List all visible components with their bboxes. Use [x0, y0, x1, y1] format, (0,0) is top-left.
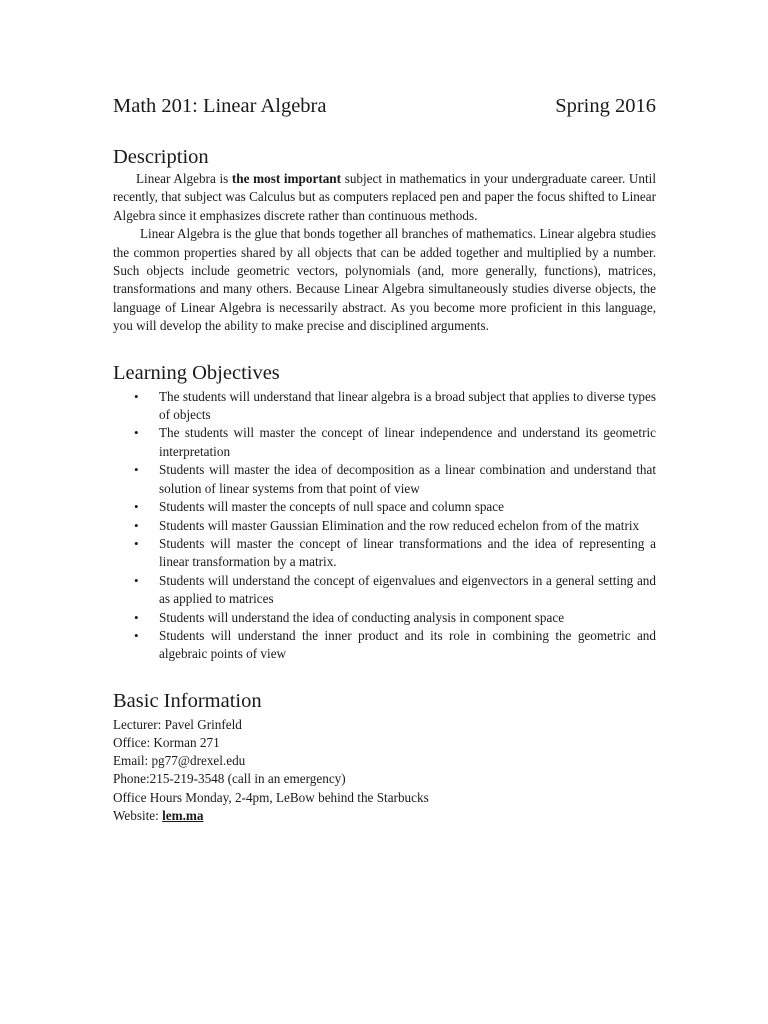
- basic-info-lines: [113, 716, 656, 825]
- basic-info-heading: Basic Information: [113, 689, 262, 712]
- list-item: [113, 517, 656, 535]
- description-paragraph-2: Linear Algebra is the glue that bonds together all branches of mathematics. Linear algebra studies the common properties shared by all objects that can be added together and multiplied by a number. Such objects include geometric vectors, polynomials (and, more generally, functions), matrices, transformations and many others. Because Linear Algebra simultaneously studies diverse objects, the language of Linear Algebra is necessarily abstract. As you become more proficient in this language, you will develop the ability to make precise and disciplined arguments.: [113, 226, 656, 334]
- objectives-list: [113, 388, 656, 664]
- list-item: [113, 498, 656, 516]
- term-label: Spring 2016: [555, 95, 656, 117]
- description-heading: Description: [113, 146, 209, 168]
- bullet-icon: •: [134, 627, 139, 643]
- phone-line: Phone:215-219-3548 (call in an emergency): [113, 771, 346, 787]
- objective-text: Students will understand the inner product and its role in combining the geometric and algebraic points of view: [159, 627, 656, 662]
- description-paragraph-1: [113, 170, 656, 225]
- bullet-icon: •: [134, 388, 139, 404]
- bullet-icon: •: [134, 462, 139, 478]
- list-item: [113, 627, 656, 664]
- list-item: [113, 535, 656, 572]
- list-item: [113, 609, 656, 627]
- objective-text: The students will understand that linear algebra is a broad subject that applies to diverse types of objects: [159, 388, 656, 423]
- bullet-icon: •: [134, 517, 139, 533]
- office-line: Office: Korman 271: [113, 734, 220, 750]
- course-title: Math 201: Linear Algebra: [113, 95, 327, 117]
- bullet-icon: •: [134, 609, 139, 625]
- list-item: [113, 572, 656, 609]
- objective-text: The students will master the concept of linear independence and understand its geometric interpretation: [159, 425, 656, 459]
- website-line: [113, 807, 656, 825]
- list-item: [113, 424, 656, 461]
- email-line: Email: pg77@drexel.edu: [113, 753, 246, 769]
- objective-text: Students will master the idea of decomposition as a linear combination and understand that solution of linear systems from that point of view: [159, 462, 656, 496]
- objective-text: Students will understand the concept of eigenvalues and eigenvectors in a general setting and as applied to matrices: [159, 572, 656, 607]
- objective-text: Students will master the concept of linear transformations and the idea of representing a linear transformation by a matrix.: [159, 535, 656, 570]
- description-section: [113, 144, 656, 336]
- objective-text: Students will understand the idea of conducting analysis in component space: [159, 609, 565, 625]
- list-item: [113, 461, 656, 498]
- objective-text: Students will master Gaussian Elimination and the row reduced echelon from of the matrix: [159, 517, 640, 533]
- bullet-icon: •: [134, 499, 139, 515]
- office-hours-line: Office Hours Monday, 2-4pm, LeBow behind the Starbucks: [113, 789, 429, 805]
- website-label: Website:: [113, 807, 163, 823]
- title-row: [113, 92, 656, 120]
- description-p1-emphasis: the most important: [231, 171, 342, 186]
- description-p1-rest: subject in mathematics in your undergraduate career. Until recently, that subject was Calculus but as computers replaced pen and paper the focus shifted to Linear Algebra since it emphasizes discrete rather than continuous methods.: [113, 171, 657, 223]
- list-item: [113, 388, 656, 425]
- lecturer-line: Lecturer: Pavel Grinfeld: [113, 716, 242, 732]
- objective-text: Students will master the concepts of null space and column space: [159, 499, 504, 515]
- website-link[interactable]: lem.ma: [162, 807, 204, 823]
- bullet-icon: •: [134, 572, 139, 588]
- bullet-icon: •: [134, 535, 139, 551]
- objectives-section: [113, 360, 656, 664]
- description-p1-start: Linear Algebra is: [136, 171, 232, 186]
- objectives-heading: Learning Objectives: [113, 361, 280, 384]
- bullet-icon: •: [134, 425, 139, 441]
- basic-info-section: [113, 688, 656, 825]
